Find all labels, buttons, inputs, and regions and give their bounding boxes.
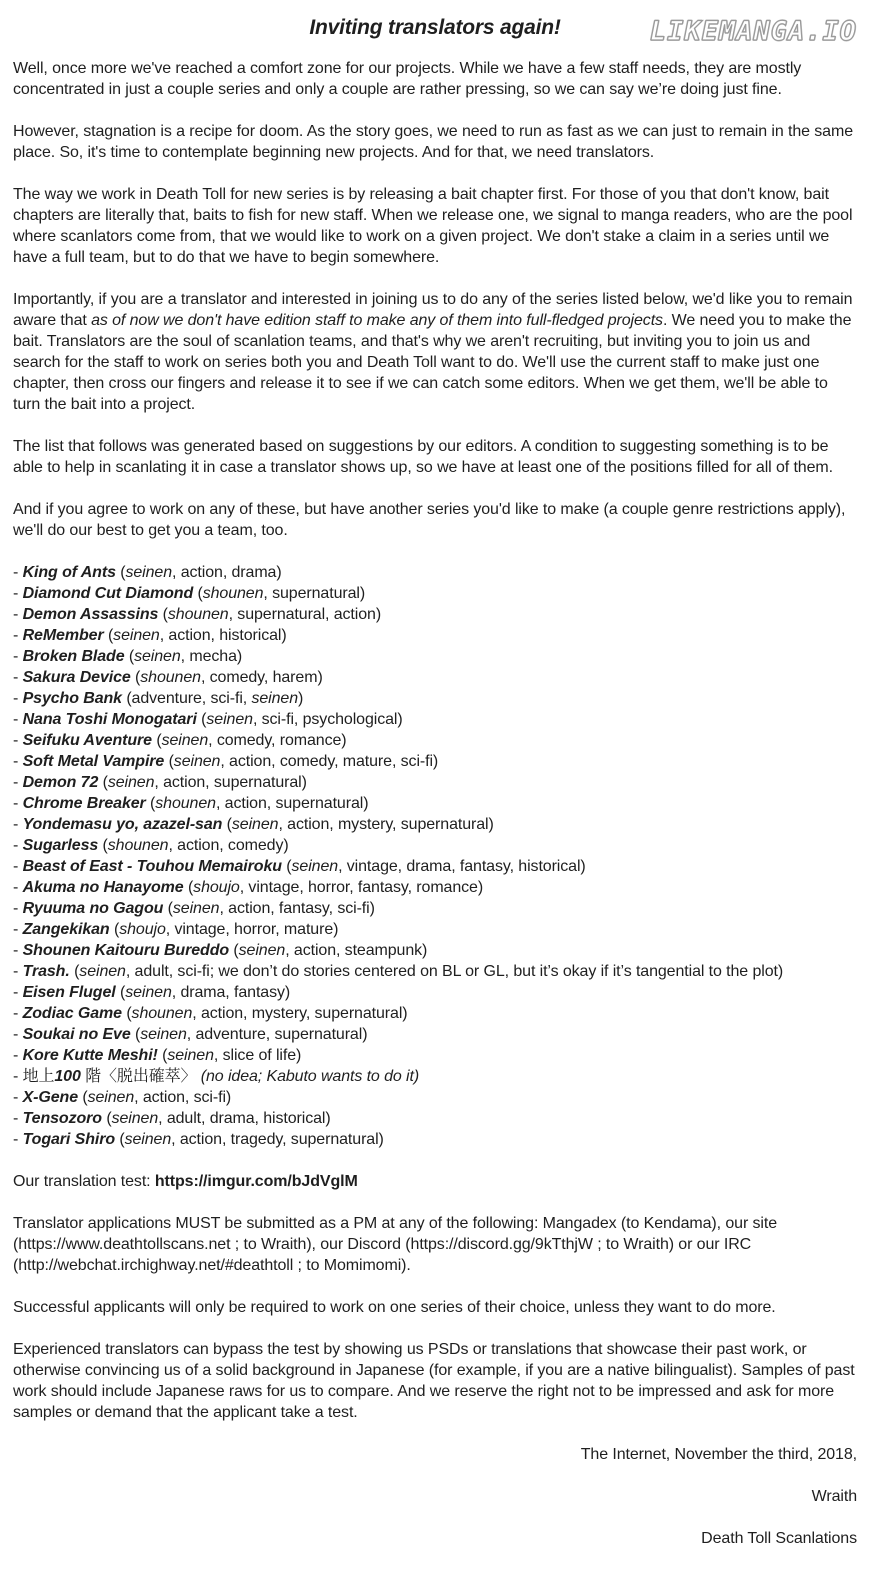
series-list-item <box>13 772 857 793</box>
series-list-item <box>13 898 857 919</box>
text-segment: seinen <box>161 732 209 749</box>
series-list-item <box>13 961 857 982</box>
text-segment: ( <box>183 879 194 896</box>
text-segment: , action, supernatural) <box>154 774 307 791</box>
series-list-item <box>13 562 857 583</box>
text-segment: - <box>13 690 23 707</box>
text-segment: , sci-fi, psychological) <box>252 711 403 728</box>
text-segment: Demon Assassins <box>22 606 159 623</box>
text-segment: - <box>13 837 23 854</box>
text-segment: seinen <box>140 1026 187 1043</box>
text-segment: Zodiac Game <box>22 1005 122 1022</box>
text-segment: Soft Metal Vampire <box>22 753 165 770</box>
series-list <box>13 562 857 1150</box>
text-segment: Yondemasu yo, azazel-san <box>22 816 223 833</box>
text-segment: King of Ants <box>22 564 116 581</box>
text-segment: ( <box>103 627 114 644</box>
text-segment: seinen <box>111 1110 159 1127</box>
paragraph <box>13 121 857 163</box>
series-list-item <box>13 667 857 688</box>
text-segment: , action, mystery, supernatural) <box>278 816 494 833</box>
text-segment: , action, historical) <box>159 627 287 644</box>
text-segment: ( <box>101 1110 112 1127</box>
text-segment: ( <box>281 858 292 875</box>
series-list-item <box>13 1003 857 1024</box>
text-segment: , adventure, supernatural) <box>186 1026 368 1043</box>
text-segment: - <box>13 1089 23 1106</box>
series-list-item <box>13 919 857 940</box>
text-segment: seinen <box>167 1047 214 1064</box>
text-segment: https://imgur.com/bJdVglM <box>154 1173 358 1190</box>
text-segment: - <box>13 564 23 581</box>
text-segment: - <box>13 1026 23 1043</box>
series-list-item <box>13 1045 857 1066</box>
series-list-item <box>13 940 857 961</box>
text-segment: ( <box>196 711 207 728</box>
text-segment: Tensozoro <box>22 1110 102 1127</box>
text-segment: Diamond Cut Diamond <box>22 585 194 602</box>
text-segment: - <box>13 1110 23 1127</box>
text-segment: ( <box>124 648 135 665</box>
page-title: Inviting translators again! <box>309 16 561 39</box>
text-segment: ( <box>229 942 239 959</box>
text-segment: seinen <box>206 711 253 728</box>
text-segment: - <box>13 816 23 833</box>
text-segment: - <box>13 711 23 728</box>
text-segment: , supernatural, action) <box>228 606 382 623</box>
intro-paragraphs <box>13 58 857 541</box>
text-segment: ( <box>145 795 156 812</box>
text-segment: seinen <box>113 627 160 644</box>
text-segment: ( <box>115 564 126 581</box>
text-segment: (adventure, sci-fi, <box>121 690 252 707</box>
paragraph <box>13 184 857 268</box>
text-segment: ( <box>98 837 108 854</box>
text-segment: ( <box>158 606 168 623</box>
text-segment: Ryuuma no Gagou <box>22 900 164 917</box>
signature-date: The Internet, November the third, 2018, <box>580 1446 857 1463</box>
text-segment: seinen <box>238 942 286 959</box>
text-segment: - <box>13 900 23 917</box>
text-segment: seinen <box>125 984 172 1001</box>
text-segment: ( <box>157 1047 168 1064</box>
series-list-item <box>13 604 857 625</box>
text-segment: - <box>13 795 23 812</box>
text-segment: shounen <box>131 1005 193 1022</box>
series-list-item <box>13 730 857 751</box>
text-segment: seinen <box>173 753 221 770</box>
text-segment: Kore Kutte Meshi! <box>22 1047 158 1064</box>
text-segment: The way we work in Death Toll for new series is by releasing a bait chapter first. For those of you that don't know, bait chapters are literally that, baits to fish for new staff. When we release one, we signal to manga readers, who are the pool where scanlators come from, that we would like to work on a given project. We don't stake a claim in a series until we have a full team, but to do that we have to begin somewhere. <box>13 186 853 266</box>
series-list-item <box>13 583 857 604</box>
text-segment: . We need you to make the bait. Translators are the soul of scanlation teams, and that's why we aren't recruiting, but inviting you to join us and search for the staff to work on series both you and Death Toll want to do. We'll use the current staff to make just one chapter, then cross our fingers and release it to see if we can catch some editors. When we get them, we'll be able to turn the bait into a project. <box>13 312 852 413</box>
text-segment: , action, comedy, mature, sci-fi) <box>220 753 439 770</box>
text-segment: shounen <box>202 585 264 602</box>
text-segment: , adult, sci-fi; we don’t do stories centered on BL or GL, but it’s okay if it’s tangential to the plot) <box>125 963 784 980</box>
series-list-item <box>13 1024 857 1045</box>
paragraph <box>13 289 857 415</box>
text-segment: ( <box>78 1089 88 1106</box>
text-segment: - <box>13 732 23 749</box>
text-segment: Psycho Bank <box>22 690 122 707</box>
text-segment: - <box>13 858 23 875</box>
text-segment: ( <box>130 1026 141 1043</box>
series-list-item <box>13 1066 857 1087</box>
text-segment: , mecha) <box>180 648 243 665</box>
text-segment: ( <box>163 900 173 917</box>
text-segment: Nana Toshi Monogatari <box>22 711 197 728</box>
text-segment: Soukai no Eve <box>22 1026 131 1043</box>
series-list-item <box>13 1129 857 1150</box>
text-segment: seinen <box>125 564 173 581</box>
text-segment: X-Gene <box>22 1089 78 1106</box>
text-segment: ( <box>121 1005 132 1022</box>
text-segment: Chrome Breaker <box>22 795 146 812</box>
translation-test-line <box>13 1171 857 1192</box>
text-segment: - <box>13 585 23 602</box>
text-segment: seinen <box>107 774 155 791</box>
text-segment: - <box>13 753 23 770</box>
text-segment: ( <box>193 585 203 602</box>
text-segment: - <box>13 774 23 791</box>
series-list-item <box>13 793 857 814</box>
series-list-item <box>13 625 857 646</box>
series-list-item <box>13 646 857 667</box>
text-segment: , vintage, horror, fantasy, romance) <box>239 879 484 896</box>
text-segment: ( <box>222 816 232 833</box>
text-segment: Seifuku Aventure <box>22 732 152 749</box>
text-segment: seinen <box>231 816 279 833</box>
text-segment: seinen <box>124 1131 172 1148</box>
text-segment: - <box>13 648 23 665</box>
text-segment: Successful applicants will only be required to work on one series of their choice, unless they want to do more. <box>13 1299 776 1316</box>
text-segment: seinen <box>134 648 181 665</box>
text-segment: , action, supernatural) <box>215 795 369 812</box>
text-segment: seinen <box>251 690 299 707</box>
paragraph <box>13 436 857 478</box>
text-segment: , adult, drama, historical) <box>158 1110 331 1127</box>
applications-paragraph <box>13 1213 857 1276</box>
text-segment: ( <box>98 774 108 791</box>
series-list-item <box>13 835 857 856</box>
text-segment: - <box>13 606 23 623</box>
text-segment: seinen <box>291 858 339 875</box>
series-list-item <box>13 751 857 772</box>
text-segment: - <box>13 1047 23 1064</box>
text-segment: , drama, fantasy) <box>171 984 291 1001</box>
page-header <box>13 14 857 58</box>
footer-section <box>13 1171 857 1549</box>
text-segment: , action, comedy) <box>168 837 289 854</box>
text-segment: as of now we don't have edition staff to make any of them into full-fledged projects <box>91 312 663 329</box>
text-segment: - <box>13 669 23 686</box>
text-segment: shoujo <box>119 921 166 938</box>
text-segment: However, stagnation is a recipe for doom. As the story goes, we need to run as fast as we can just to remain in the same place. So, it's time to contemplate beginning new projects. And for that, we need translators. <box>13 123 854 161</box>
text-segment: Eisen Flugel <box>22 984 116 1001</box>
text-segment: shounen <box>107 837 169 854</box>
text-segment: , comedy, harem) <box>200 669 323 686</box>
text-segment: , slice of life) <box>213 1047 302 1064</box>
text-segment: ( <box>115 1131 125 1148</box>
text-segment: Our translation test: <box>13 1173 155 1190</box>
text-segment: Sugarless <box>22 837 99 854</box>
text-segment: Shounen Kaitouru Bureddo <box>22 942 230 959</box>
text-segment: , action, steampunk) <box>285 942 428 959</box>
text-segment: - <box>13 984 23 1001</box>
series-list-item <box>13 688 857 709</box>
successful-applicants-paragraph <box>13 1297 857 1318</box>
text-segment: , vintage, horror, mature) <box>165 921 339 938</box>
text-segment: ( <box>164 753 174 770</box>
text-segment: , supernatural) <box>263 585 366 602</box>
text-segment: Importantly, if you are a translator and interested in joining us to do any of the series listed below, we'd like you to remain aware that <box>13 291 853 329</box>
series-list-item <box>13 1087 857 1108</box>
series-list-item <box>13 1108 857 1129</box>
text-segment: , action, drama) <box>172 564 282 581</box>
text-segment: ReMember <box>22 627 104 644</box>
text-segment: seinen <box>172 900 220 917</box>
text-segment: Demon 72 <box>22 774 99 791</box>
text-segment: (no idea; Kabuto wants to do it) <box>200 1068 420 1085</box>
text-segment: seinen <box>87 1089 135 1106</box>
experienced-translators-paragraph <box>13 1339 857 1423</box>
text-segment: Broken Blade <box>22 648 125 665</box>
text-segment: - <box>13 942 23 959</box>
text-segment: Experienced translators can bypass the test by showing us PSDs or translations that showcase their past work, or otherwise convincing us of a solid background in Japanese (for example, if you are a native bilingualist). Samples of past work should include Japanese raws for us to compare. And we reserve the right not to be impressed and ask for more samples or demand that the applicant take a test. <box>13 1341 855 1421</box>
text-segment: , action, fantasy, sci-fi) <box>219 900 375 917</box>
text-segment: And if you agree to work on any of these, but have another series you'd like to make (a couple genre restrictions apply), we'll do our best to get you a team, too. <box>13 501 846 539</box>
series-list-item <box>13 709 857 730</box>
text-segment: ( <box>115 984 126 1001</box>
text-segment: - <box>13 963 23 980</box>
text-segment: - <box>13 1005 23 1022</box>
text-segment: Translator applications MUST be submitted as a PM at any of the following: Mangadex (to Kendama), our site (https://www.deathtollscans.net ; to Wraith), our Discord (https://discord.gg/9kTthjW ; to Wraith) or our IRC (http://webchat.irchighway.net/#deathtoll ; to Momimomi). <box>13 1215 778 1274</box>
series-list-item <box>13 856 857 877</box>
text-segment: shounen <box>167 606 229 623</box>
signature-group: Death Toll Scanlations <box>701 1530 857 1547</box>
text-segment: ( <box>151 732 162 749</box>
text-segment: , action, mystery, supernatural) <box>192 1005 408 1022</box>
text-segment: 階〈脱出確萃〉 <box>80 1068 201 1085</box>
text-segment: Togari Shiro <box>22 1131 116 1148</box>
text-segment: , action, tragedy, supernatural) <box>171 1131 384 1148</box>
paragraph <box>13 58 857 100</box>
text-segment: ( <box>109 921 120 938</box>
text-segment: ( <box>69 963 80 980</box>
text-segment: 100 <box>54 1068 81 1085</box>
text-segment: - <box>13 921 23 938</box>
text-segment: Zangekikan <box>22 921 110 938</box>
text-segment: , vintage, drama, fantasy, historical) <box>338 858 586 875</box>
text-segment: Trash. <box>22 963 70 980</box>
text-segment: - <box>13 879 23 896</box>
series-list-item <box>13 877 857 898</box>
text-segment: Sakura Device <box>22 669 131 686</box>
text-segment: shounen <box>140 669 201 686</box>
text-segment: Beast of East - Touhou Memairoku <box>22 858 282 875</box>
signature-name: Wraith <box>811 1488 857 1505</box>
series-list-item <box>13 982 857 1003</box>
text-segment: - <box>13 1131 23 1148</box>
text-segment: - 地上 <box>13 1068 55 1085</box>
paragraph <box>13 499 857 541</box>
series-list-item <box>13 814 857 835</box>
text-segment: The list that follows was generated based on suggestions by our editors. A condition to suggesting something is to be able to help in scanlating it in case a translator shows up, so we have at least one of the positions filled for all of them. <box>13 438 833 476</box>
text-segment: Akuma no Hanayome <box>22 879 184 896</box>
text-segment: , comedy, romance) <box>208 732 347 749</box>
text-segment: shounen <box>155 795 216 812</box>
text-segment: - <box>13 627 23 644</box>
text-segment: shoujo <box>193 879 240 896</box>
text-segment: Well, once more we've reached a comfort zone for our projects. While we have a few staff needs, they are mostly concentrated in just a couple series and only a couple are rather pressing, so we can say we’re doing just fine. <box>13 60 802 98</box>
text-segment: ( <box>130 669 141 686</box>
text-segment: seinen <box>79 963 126 980</box>
text-segment: , action, sci-fi) <box>134 1089 232 1106</box>
text-segment: ) <box>298 690 304 707</box>
likemanga-watermark-logo: LIKEMANGA.IO <box>649 16 857 47</box>
